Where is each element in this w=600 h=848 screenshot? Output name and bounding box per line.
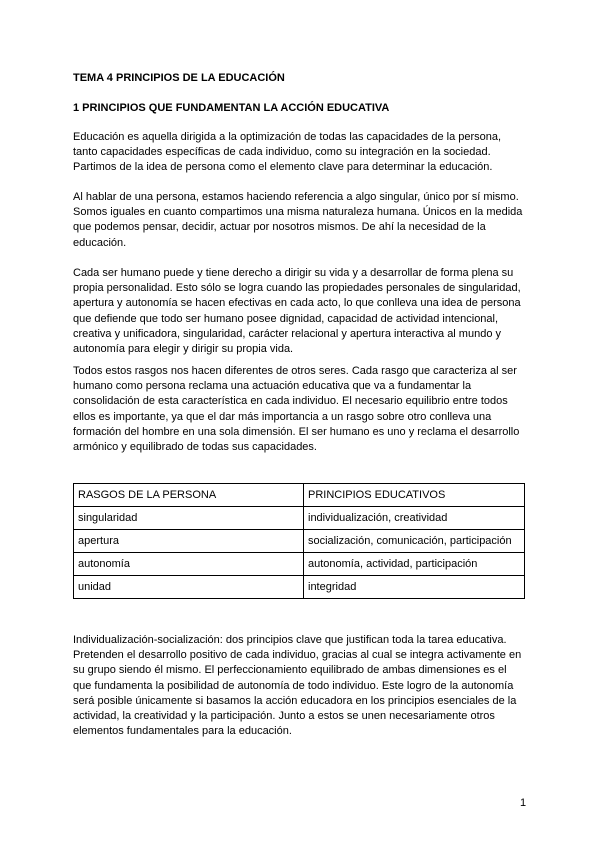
table-row	[74, 553, 525, 576]
paragraph: Al hablar de una persona, estamos haciendo referencia a algo singular, único por sí mismo. Somos iguales en cuanto compartimos una misma naturaleza humana. Únicos en la medida que podemos pensar, decidir, actuar por nosotros mismos. De ahí la necesidad de la educación.	[73, 191, 523, 249]
table-cell: socialización, comunicación, participación	[304, 530, 525, 553]
table-cell: unidad	[74, 576, 304, 599]
table-row	[74, 576, 525, 599]
table-cell: integridad	[304, 576, 525, 599]
table-cell: individualización, creatividad	[304, 507, 525, 530]
traits-principles-table	[73, 483, 525, 599]
page-number: 1	[520, 797, 527, 809]
table-cell: autonomía, actividad, participación	[304, 553, 525, 576]
paragraph: Todos estos rasgos nos hacen diferentes de otros seres. Cada rasgo que caracteriza al ser humano como persona reclama una actuación educativa que va a fundamentar la consolidación de esta característica en cada individuo. El necesario equilibrio entre todos ellos es importante, ya que el dar más importancia a un rasgo sobre otro conlleva una formación del hombre en una sola dimensión. El ser humano es uno y reclama el desarrollo armónico y equilibrado de todas sus capacidades.	[73, 365, 520, 454]
table-row	[74, 530, 525, 553]
table-row	[74, 507, 525, 530]
paragraph: Educación es aquella dirigida a la optimización de todas las capacidades de la persona, tanto capacidades específicas de cada individuo, como su integración en la sociedad. Partimos de la idea de persona como el elemento clave para determinar la educación.	[73, 131, 502, 174]
table-cell: singularidad	[74, 507, 304, 530]
paragraph: Cada ser humano puede y tiene derecho a dirigir su vida y a desarrollar de forma plena su propia personalidad. Esto sólo se logra cuando las propiedades personales de singularidad, apertura y autonomía se hacen efectivas en cada acto, lo que conlleva una idea de persona que defiende que todo ser humano posee dignidad, capacidad de actividad intencional, creativa y unificadora, singularidad, carácter relacional y apertura interactiva al mundo y autonomía para elegir y dirigir su propia vida.	[73, 267, 521, 356]
table-cell: apertura	[74, 530, 304, 553]
section-heading: 1 PRINCIPIOS QUE FUNDAMENTAN LA ACCIÓN EDUCATIVA	[73, 102, 390, 114]
paragraph: Individualización-socialización: dos principios clave que justifican toda la tarea educativa. Pretenden el desarrollo positivo de cada individuo, gracias al cual se integra activamente en su grupo siendo él mismo. El perfeccionamiento equilibrado de ambas dimensiones es el que fundamenta la posibilidad de autonomía de todo individuo. Este logro de la autonomía será posible únicamente si basamos la acción educadora en los principios esenciales de la actividad, la creatividad y la participación. Junto a estos se unen necesariamente otros elementos fundamentales para la educación.	[73, 634, 522, 738]
table-cell: autonomía	[74, 553, 304, 576]
document-title: TEMA 4 PRINCIPIOS DE LA EDUCACIÓN	[73, 72, 285, 84]
column-header-traits: RASGOS DE LA PERSONA	[74, 484, 304, 507]
column-header-principles: PRINCIPIOS EDUCATIVOS	[304, 484, 525, 507]
table-header-row	[74, 484, 525, 507]
